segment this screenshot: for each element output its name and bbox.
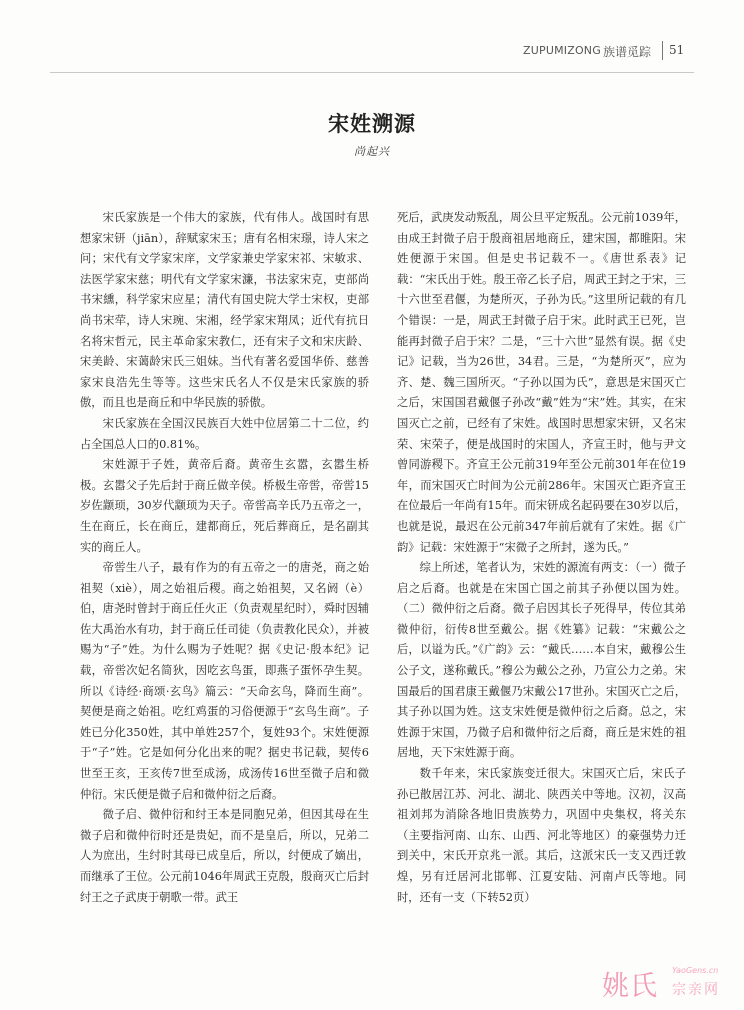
paragraph: 宋姓源于子姓，黄帝后裔。黄帝生玄嚣，玄嚣生桥极。玄嚣父子先后封于商丘做辛侯。桥极生帝喾，帝喾15岁佐颛顼，30岁代颛顼为天子。帝喾高辛氏乃五帝之一，生在商丘，长在商丘，建都商丘，死后葬商丘，是名副其实的商丘人。 [80,458,369,554]
left-column [80,208,369,908]
watermark-subtitle: 宗亲网 [672,982,720,998]
article-title: 宋姓溯源 [328,111,416,136]
magazine-series-label: ZUPUMIZONG [523,44,601,57]
paragraph: 宋氏家族在全国汉民族百大姓中位居第二十二位，约占全国总人口的0.81%。 [80,416,369,451]
page-header [0,38,744,68]
paragraph: 数千年来，宋氏家族变迁很大。宋国灭亡后，宋氏子孙已散居江苏、河北、湖北、陕西关中等地。汉初，汉高祖刘邦为消除各地旧贵族势力，巩固中央集权，将关东（主要指河南、山东、山西、河北等地区）的豪强势力迁到关中，宋氏开京兆一派。其后，这派宋氏一支又西迁敦煌，另有迁居河北邯郸、江夏安陆、河南卢氏等地。同时，还有一支（下转52页） [397,767,686,904]
paragraph: 微子启、微仲衍和纣王本是同胞兄弟，但因其母在生微子启和微仲衍时还是贵妃，而不是皇后，所以，兄弟二人为庶出，生纣时其母已成皇后，所以，纣便成了嫡出，而继承了王位。公元前1046年周武王克殷，殷商灭亡后封纣王之子武庚于朝歌一带。武王 [80,808,369,904]
article-author: 尚起兴 [354,145,390,158]
right-column [397,208,686,908]
paragraph: 死后，武庚发动叛乱，周公旦平定叛乱。公元前1039年，由成王封微子启于殷商祖居地商丘，建宋国，都睢阳。宋姓便源于宋国。但是史书记载不一。《唐世系表》记载：“宋氏出于姓。殷王帝乙长子启，周武王封之于宋，三十六世至君偃，为楚所灭，子孙为氏。”这里所记载的有几个错误：一是，周武王封微子启于宋。此时武王已死，岂能再封微子启于宋？二是，“三十六世”显然有误。据《史记》记载，当为26世，34君。三是，“为楚所灭”，应为齐、楚、魏三国所灭。“子孙以国为氏”，意思是宋国灭亡之后，宋国国君戴偃子孙改“戴”姓为“宋”姓。其实，在宋国灭亡之前，已经有了宋姓。战国时思想家宋钘，又名宋荣、宋荣子，便是战国时的宋国人，齐宣王时，他与尹文曾同游稷下。齐宣王公元前319年至公元前301年在位19年，而宋国灭亡时间为公元前286年。宋国灭亡距齐宣王在位最后一年尚有15年。而宋钘成名起码要在30岁以后，也就是说，最迟在公元前347年前后就有了宋姓。据《广韵》记载：宋姓源于“宋微子之所封，遂为氏。” [397,211,686,554]
header-rule [50,72,694,73]
paragraph: 综上所述，笔者认为，宋姓的源流有两支：（一）微子启之后裔。也就是在宋国亡国之前其子孙便以国为姓。（二）微仲衍之后裔。微子启因其长子死得早，传位其弟微仲衍，衍传8世至戴公。据《姓纂》记载：“宋戴公之后，以谥为氏。”《广韵》云：“戴氏……本自宋，戴穆公生公子文，遂称戴氏。”穆公为戴公之孙，乃宣公力之弟。宋国最后的国君康王戴偃乃宋戴公17世孙。宋国灭亡之后，其子孙以国为姓。这支宋姓便是微仲衍之后裔。总之，宋姓源于宋国，乃微子启和微仲衍之后裔，商丘是宋姓的祖居地，天下宋姓源于商。 [397,561,686,760]
page-number: 51 [669,43,685,57]
column-name: 族谱觅踪 [603,45,652,59]
header-divider [662,41,663,60]
site-watermark [600,964,740,1004]
watermark-logo-text: 姚氏 [602,971,658,1002]
paragraph: 宋氏家族是一个伟大的家族，代有伟人。战国时有思想家宋钘（jiān），辞赋家宋玉；唐有名相宋璟，诗人宋之问；宋代有文学家宋庠，文学家兼史学家宋祁、宋敏求、法医学家宋慈；明代有文学家宋濂，书法家宋克，吏部尚书宋纁，科学家宋应星；清代有国史院大学士宋权，吏部尚书宋荦，诗人宋琬、宋湘，经学家宋翔凤；近代有抗日名将宋哲元，民主革命家宋教仁，还有宋子文和宋庆龄、宋美龄、宋蔼龄宋氏三姐妹。当代有著名爱国华侨、慈善家宋良浩先生等等。这些宋氏名人不仅是宋氏家族的骄傲，而且也是商丘和中华民族的骄傲。 [80,211,369,410]
paragraph: 帝喾生八子，最有作为的有五帝之一的唐尧，商之始祖契（xiè），周之始祖后稷。商之始祖契，又名阏（è）伯，唐尧时曾封于商丘任火正（负责观星纪时），舜时因辅佐大禹治水有功，封于商丘任司徒（负责教化民众），并被赐为“子”姓。为什么赐为子姓呢？据《史记·殷本纪》记载，帝喾次妃名简狄，因吃玄鸟蛋，即燕子蛋怀孕生契。所以《诗经·商颂·玄鸟》篇云：“天命玄鸟，降而生商”。契便是商之始祖。吃红鸡蛋的习俗便源于“玄鸟生商”。子姓已分化350姓，其中单姓257个，复姓93个。宋姓便源于“子”姓。它是如何分化出来的呢？据史书记载，契传6世至王亥，王亥传7世至成汤，成汤传16世至微子启和微仲衍。宋氏便是微子启和微仲衍之后裔。 [80,561,369,801]
watermark-url: YaoGens.cn [672,966,719,975]
